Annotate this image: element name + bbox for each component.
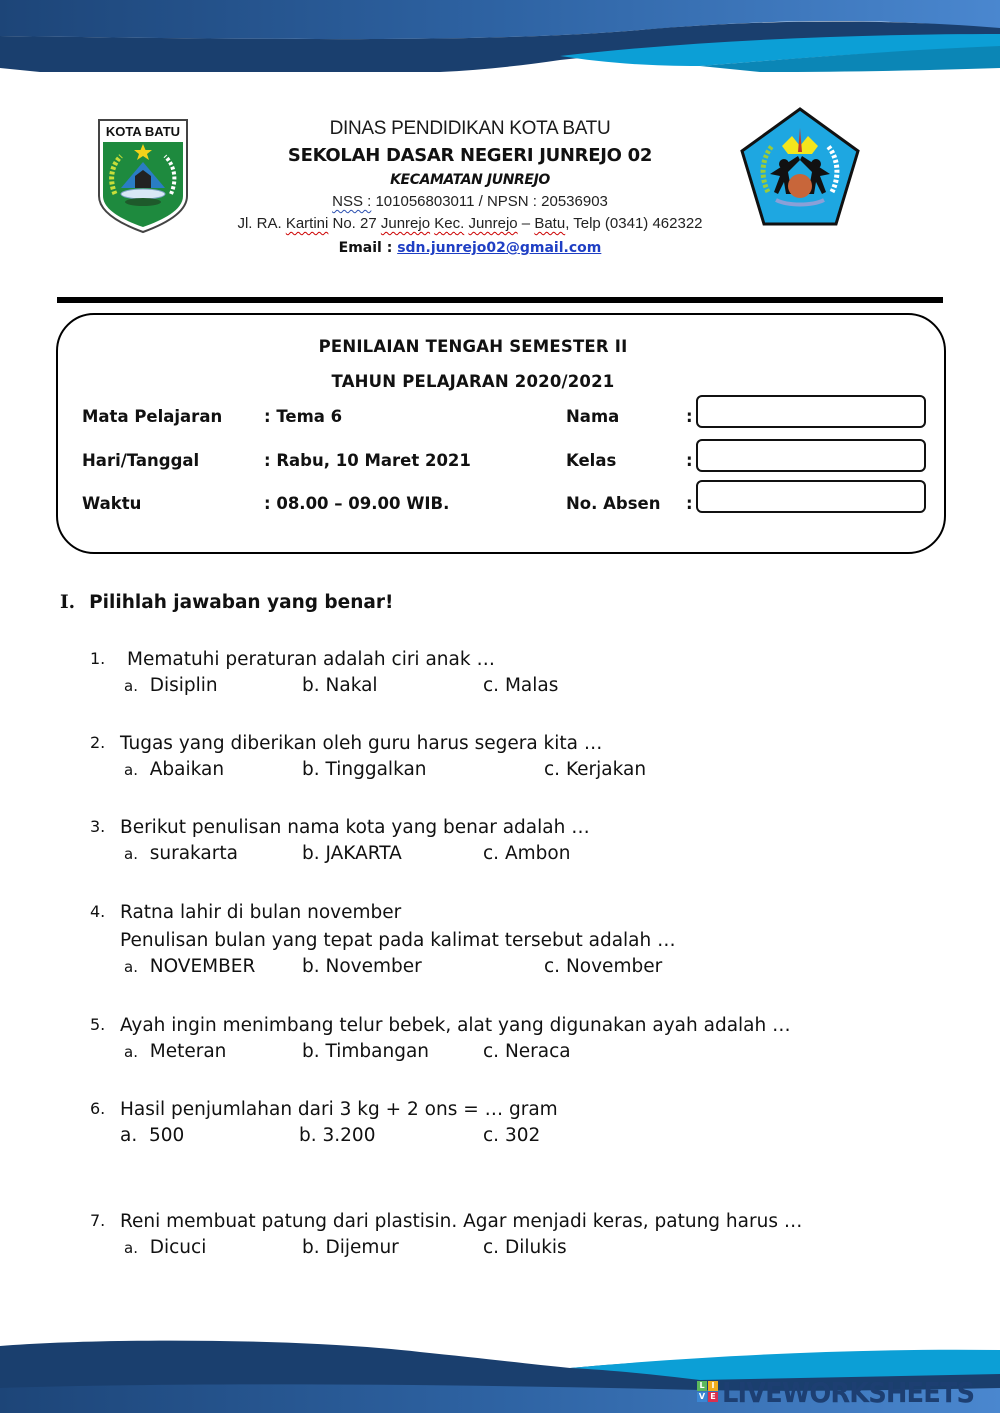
svg-text:KOTA BATU: KOTA BATU <box>105 124 181 139</box>
time-label: Waktu <box>82 494 142 513</box>
school-id-numbers <box>200 191 740 213</box>
question-text: Ratna lahir di bulan november <box>120 902 402 923</box>
school-email <box>200 235 740 261</box>
option-text: JAKARTA <box>325 843 402 864</box>
subject-value: : Tema 6 <box>264 407 343 426</box>
option-text: November <box>565 956 663 977</box>
option-text: 500 <box>148 1125 185 1146</box>
option-b[interactable] <box>302 843 402 864</box>
option-a[interactable] <box>124 1237 206 1258</box>
address-part: Kartini <box>285 215 329 232</box>
liveworksheets-brand: LIVEWORKSHEETS <box>722 1376 975 1409</box>
option-text: Nakal <box>325 675 378 696</box>
subject-label: Mata Pelajaran <box>82 407 223 426</box>
address-part: No. 27 <box>328 215 381 232</box>
option-text: Dicuci <box>149 1237 207 1258</box>
absence-number-label: No. Absen <box>566 494 661 513</box>
option-text: Timbangan <box>325 1041 430 1062</box>
question-number: 5. <box>90 1015 106 1034</box>
option-c[interactable] <box>483 1125 540 1146</box>
email-link[interactable]: sdn.junrejo02@gmail.com <box>397 240 602 256</box>
option-text: Disiplin <box>149 675 218 696</box>
option-letter: b. <box>302 1237 320 1258</box>
option-text: Ambon <box>504 843 571 864</box>
address-part: , Telp (0341) 462322 <box>565 215 703 232</box>
option-a[interactable] <box>124 1041 226 1062</box>
option-letter: b. <box>302 759 320 780</box>
name-input[interactable] <box>696 395 926 428</box>
option-letter: a. <box>124 958 138 976</box>
option-text: Meteran <box>149 1041 227 1062</box>
section-instruction: Pilihlah jawaban yang benar! <box>89 592 394 613</box>
name-label: Nama <box>566 407 620 426</box>
option-b[interactable] <box>302 1041 429 1062</box>
class-colon: : <box>686 451 693 470</box>
option-letter: b. <box>302 956 320 977</box>
question-number: 3. <box>90 817 106 836</box>
option-letter: a. <box>124 677 138 695</box>
option-text: Malas <box>504 675 559 696</box>
option-letter: b. <box>302 843 320 864</box>
question-text: Berikut penulisan nama kota yang benar adalah … <box>120 817 590 838</box>
option-b[interactable] <box>299 1125 375 1146</box>
option-letter: c. <box>483 843 500 864</box>
date-value: : Rabu, 10 Maret 2021 <box>264 451 471 470</box>
option-text: Dijemur <box>325 1237 399 1258</box>
option-b[interactable] <box>302 956 422 977</box>
option-letter: c. <box>483 1125 500 1146</box>
address-part: Jl. RA. <box>237 215 286 232</box>
option-text: 3.200 <box>322 1125 376 1146</box>
address-part: Junrejo <box>468 215 518 232</box>
academic-year: TAHUN PELAJARAN 2020/2021 <box>331 372 615 391</box>
option-b[interactable] <box>302 759 427 780</box>
absence-number-colon: : <box>686 494 693 513</box>
question-text: Mematuhi peraturan adalah ciri anak … <box>127 649 495 670</box>
option-letter: b. <box>302 1041 320 1062</box>
option-letter: a. <box>124 1239 138 1257</box>
question-text: Tugas yang diberikan oleh guru harus segera kita … <box>120 733 603 754</box>
district-name: KECAMATAN JUNREJO <box>390 172 550 188</box>
option-a[interactable] <box>124 759 224 780</box>
option-text: Kerjakan <box>565 759 647 780</box>
email-label: Email : <box>338 240 398 256</box>
class-input[interactable] <box>696 439 926 472</box>
address-part: Kec. <box>434 215 465 232</box>
exam-info-box <box>56 313 946 554</box>
question-number: 2. <box>90 733 106 752</box>
question-text: Hasil penjumlahan dari 3 kg + 2 ons = … gram <box>120 1099 558 1120</box>
address-part: Junrejo <box>380 215 431 232</box>
option-text: Tinggalkan <box>325 759 427 780</box>
option-c[interactable] <box>544 759 646 780</box>
option-c[interactable] <box>483 843 570 864</box>
option-letter: c. <box>483 1041 500 1062</box>
option-a[interactable] <box>120 1125 184 1146</box>
school-name: SEKOLAH DASAR NEGERI JUNREJO 02 <box>287 145 653 166</box>
question-text: Reni membuat patung dari plastisin. Agar menjadi keras, patung harus … <box>120 1211 803 1232</box>
section-number: I. <box>60 592 76 613</box>
name-colon: : <box>686 407 693 426</box>
absence-number-input[interactable] <box>696 480 926 513</box>
date-label: Hari/Tanggal <box>82 451 200 470</box>
kota-batu-emblem-icon <box>95 116 191 236</box>
option-text: Dilukis <box>504 1237 567 1258</box>
option-letter: a. <box>124 845 138 863</box>
question-text-line-2: Penulisan bulan yang tepat pada kalimat tersebut adalah … <box>120 930 676 951</box>
address-part: – <box>517 215 535 232</box>
letterhead <box>200 116 740 261</box>
question-number: 1. <box>90 649 106 668</box>
section-heading <box>60 592 393 613</box>
option-text: November <box>325 956 422 977</box>
header-wave-banner <box>0 0 1000 80</box>
nss-label: NSS : <box>332 193 372 210</box>
badge-letter: L <box>697 1381 707 1391</box>
option-c[interactable] <box>483 1041 571 1062</box>
badge-letter: E <box>708 1392 718 1402</box>
liveworksheets-logo-icon <box>697 1381 719 1403</box>
option-letter: c. <box>544 759 561 780</box>
exam-title: PENILAIAN TENGAH SEMESTER II <box>318 337 628 356</box>
option-text: Neraca <box>504 1041 571 1062</box>
nss-value: 101056803011 / NPSN : 20536903 <box>371 193 608 210</box>
school-emblem-pentagon-icon <box>738 106 862 230</box>
option-text: Abaikan <box>149 759 225 780</box>
option-letter: c. <box>544 956 561 977</box>
time-value: : 08.00 – 09.00 WIB. <box>264 494 450 513</box>
badge-letter: I <box>708 1381 718 1391</box>
option-c[interactable] <box>544 956 662 977</box>
option-letter: c. <box>483 675 500 696</box>
school-address <box>200 213 740 235</box>
option-text: 302 <box>504 1125 541 1146</box>
header-divider <box>57 297 943 303</box>
address-part: Batu <box>534 215 566 232</box>
option-letter: b. <box>302 675 320 696</box>
option-text: surakarta <box>149 843 238 864</box>
question-number: 6. <box>90 1099 106 1118</box>
question-number: 7. <box>90 1211 106 1230</box>
option-letter: b. <box>299 1125 317 1146</box>
question-text: Ayah ingin menimbang telur bebek, alat yang digunakan ayah adalah … <box>120 1015 791 1036</box>
question-number: 4. <box>90 902 106 921</box>
option-letter: a. <box>120 1125 138 1146</box>
option-letter: c. <box>483 1237 500 1258</box>
option-b[interactable] <box>302 675 378 696</box>
option-c[interactable] <box>483 675 558 696</box>
option-text: NOVEMBER <box>149 956 256 977</box>
option-a[interactable] <box>124 843 238 864</box>
class-label: Kelas <box>566 451 617 470</box>
option-c[interactable] <box>483 1237 567 1258</box>
badge-letter: V <box>698 1392 706 1401</box>
option-a[interactable] <box>124 956 255 977</box>
option-a[interactable] <box>124 675 218 696</box>
agency-name: DINAS PENDIDIKAN KOTA BATU <box>329 118 611 139</box>
option-letter: a. <box>124 1043 138 1061</box>
option-b[interactable] <box>302 1237 399 1258</box>
option-letter: a. <box>124 761 138 779</box>
